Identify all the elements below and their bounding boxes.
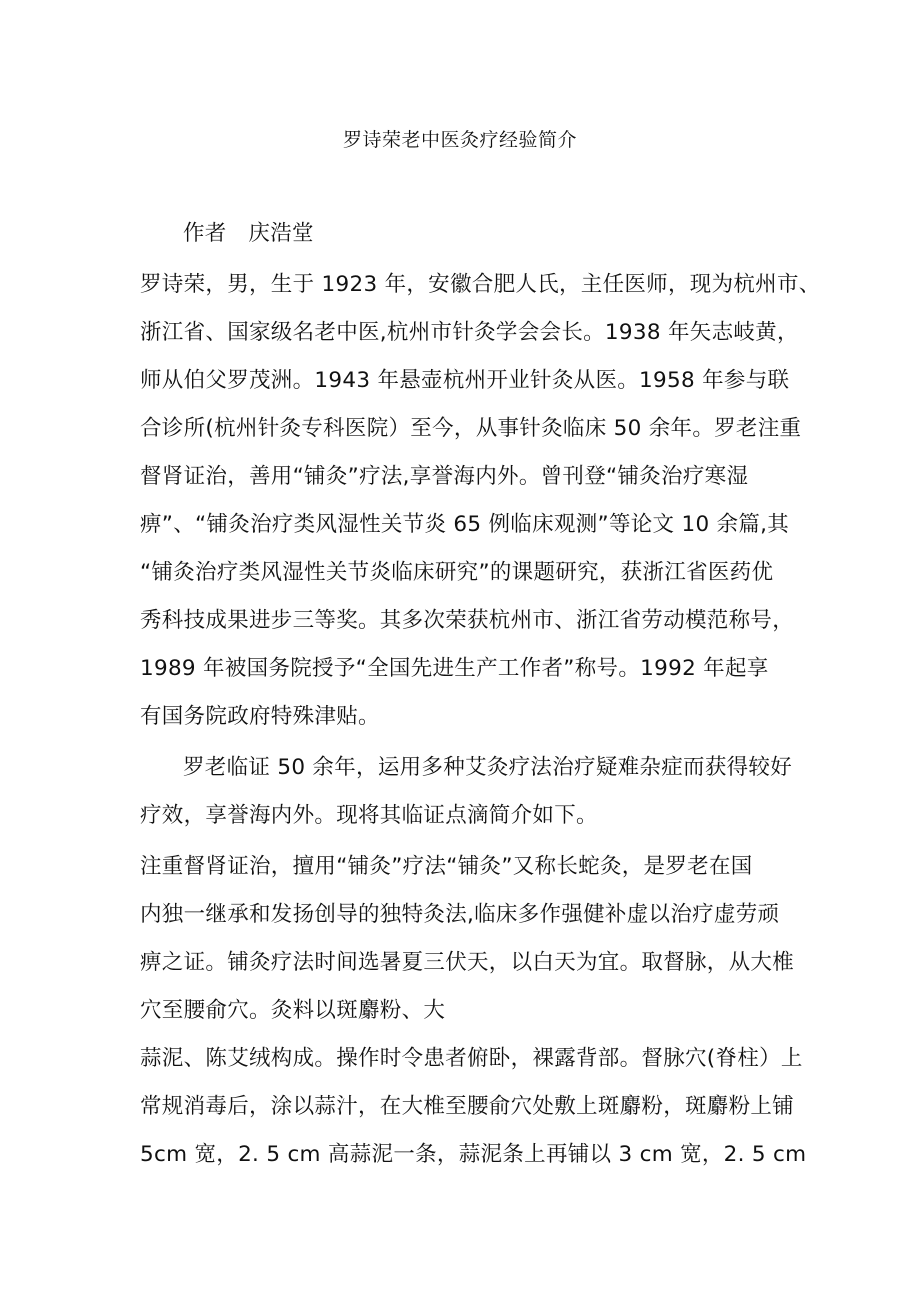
paragraph-line: 痹之证。铺灸疗法时间选暑夏三伏天，以白天为宜。取督脉，从大椎 [140, 950, 795, 975]
paragraph-line: 常规消毒后，涂以蒜汁，在大椎至腰俞穴处敷上斑麝粉，斑麝粉上铺 [140, 1094, 795, 1119]
paragraph-line: 1989 年被国务院授予“全国先进生产工作者”称号。1992 年起享 [140, 656, 769, 681]
paragraph-line: “铺灸治疗类风湿性关节炎临床研究”的课题研究，获浙江省医药优 [140, 560, 774, 585]
paragraph-line: 合诊所(杭州针灸专科医院）至今，从事针灸临床 50 余年。罗老注重 [140, 416, 802, 441]
paragraph-line: 蒜泥、陈艾绒构成。操作时令患者俯卧，裸露背部。督脉穴(脊柱）上 [140, 1046, 803, 1071]
paragraph-line: 罗诗荣，男，生于 1923 年，安徽合肥人氏，主任医师，现为杭州市、 [140, 272, 821, 297]
author-line: 作者 庆浩堂 [183, 221, 314, 246]
paragraph-line: 有国务院政府特殊津贴。 [140, 704, 380, 729]
paragraph-line: 罗老临证 50 余年，运用多种艾灸疗法治疗疑难杂症而获得较好 [183, 755, 793, 780]
document-title: 罗诗荣老中医灸疗经验简介 [342, 129, 577, 151]
paragraph-line: 秀科技成果进步三等奖。其多次荣获杭州市、浙江省劳动模范称号， [140, 608, 795, 633]
paragraph-line: 痹”、“铺灸治疗类风湿性关节炎 65 例临床观测”等论文 10 余篇,其 [140, 512, 790, 537]
paragraph-line: 穴至腰俞穴。灸料以斑麝粉、大 [140, 998, 446, 1023]
paragraph-line: 师从伯父罗茂洲。1943 年悬壶杭州开业针灸从医。1958 年参与联 [140, 368, 790, 393]
paragraph-line: 浙江省、国家级名老中医,杭州市针灸学会会长。1938 年矢志岐黄， [140, 320, 799, 345]
paragraph-line: 5cm 宽，2. 5 cm 高蒜泥一条，蒜泥条上再铺以 3 cm 宽，2. 5 cm [140, 1142, 807, 1167]
paragraph-line: 督肾证治，善用“铺灸”疗法,享誉海内外。曾刊登“铺灸治疗寒湿 [140, 464, 749, 489]
paragraph-line: 疗效，享誉海内外。现将其临证点滴简介如下。 [140, 803, 598, 828]
paragraph-line: 注重督肾证治，擅用“铺灸”疗法“铺灸”又称长蛇灸，是罗老在国 [140, 854, 753, 879]
paragraph-line: 内独一继承和发扬创导的独特灸法,临床多作强健补虚以治疗虚劳顽 [140, 902, 780, 927]
